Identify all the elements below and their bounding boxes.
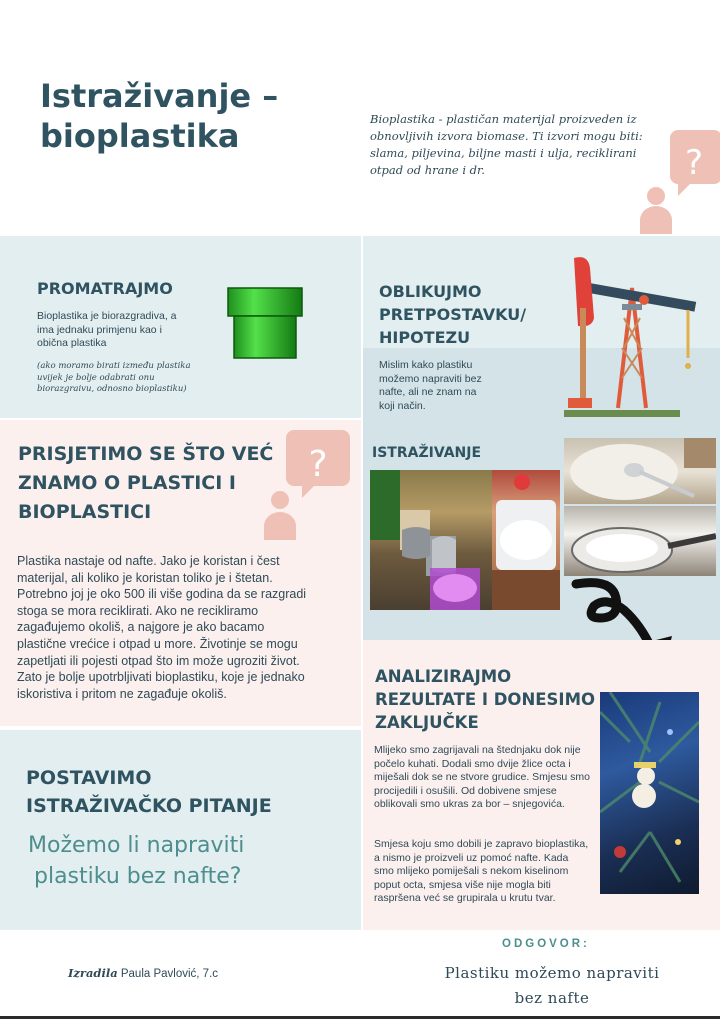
photo-snowman-ornament (600, 692, 699, 894)
svg-text:?: ? (684, 143, 704, 183)
prisjetimo-title-line-1: PRISJETIMO SE ŠTO VEĆ (18, 443, 274, 465)
photo-white-substance (492, 470, 560, 610)
question-line-2: plastiku bez nafte? (34, 864, 242, 889)
analiza-title (375, 665, 595, 734)
answer-label: ODGOVOR: (502, 938, 590, 950)
analiza-title-line-3: ZAKLJUČKE (375, 713, 479, 732)
promatrajmo-note: (ako moramo birati između plastika uvijek je bolje odabrati onu biorazgraivu, odnosno bioplastiku) (37, 361, 191, 394)
answer-text (420, 961, 684, 1011)
analiza-paragraph-2: Smjesa koju smo dobili je zapravo bioplastika, a nismo je proizveli uz pomoć nafte. Kada smo mlijeko pomiješali s nekom kiselinom poput octa, smjesa više nije mogla biti raspršena već se grupirala u krutu tvar. (374, 838, 589, 904)
author-credit (68, 966, 218, 980)
page-title (40, 76, 278, 156)
promatrajmo-text: Bioplastika je biorazgradiva, a ima jednaku primjenu kao i obična plastika (37, 310, 177, 349)
analiza-title-line-2: REZULTATE I DONESIMO (375, 690, 596, 709)
prisjetimo-title-line-2: ZNAMO O PLASTICI I (18, 472, 236, 494)
author-name: Paula Pavlović, 7.c (120, 968, 219, 980)
author-label: Izradila (68, 966, 118, 980)
research-question (28, 830, 244, 892)
photo-milk-jug (370, 470, 492, 610)
istrazivanje-title: ISTRAŽIVANJE (372, 445, 482, 461)
hipoteza-text: Mislim kako plastiku možemo napraviti bez nafte, ali ne znam na koji način. (379, 359, 482, 412)
answer-line-1: Plastiku možemo napraviti (444, 964, 660, 982)
answer-line-2: bez nafte (514, 989, 590, 1007)
hipoteza-title-line-1: OBLIKUJMO (379, 282, 482, 301)
promatrajmo-title: PROMATRAJMO (37, 279, 173, 298)
question-line-1: Možemo li napraviti (28, 833, 245, 858)
analiza-title-line-1: ANALIZIRAJMO (375, 667, 512, 686)
pitanje-title-line-2: ISTRAŽIVAČKO PITANJE (26, 795, 272, 817)
green-pipe-icon (226, 286, 304, 360)
title-line-1: Istraživanje – (40, 77, 279, 115)
analiza-paragraph-1: Mlijeko smo zagrijavali na štednjaku dok nije počelo kuhati. Dodali smo dvije žlice octa i miješali dok se ne stvore grudice. Smjesu smo procijedili i osušili. Od dobivene smjese oblikovali smo ukras za bor – snjegovića. (374, 744, 590, 810)
prisjetimo-title (18, 440, 273, 527)
title-line-2: bioplastika (40, 117, 240, 155)
prisjetimo-title-line-3: BIOPLASTICI (18, 501, 152, 523)
prisjetimo-text: Plastika nastaje od nafte. Jako je koristan i čest materijal, ali koliko je koristan toliko je i štetan. Potrebno joj je oko 500 ili više godina da se razgradi stoga se mora reciklirati. Ako ne recikliramo zagađujemo okoliš, a najgore je ako bacamo plastične vrećice i otpad u more. Životinje se mogu zapetljati ili pojesti otpad što im može ugroziti život. Zato je bolje upotrbljivati bioplastiku, koje je jednako iskoristiva i pritom ne zagađuje okoliš. (17, 554, 307, 701)
photo-strainer (564, 506, 716, 576)
question-person-icon (630, 126, 720, 236)
question-person-icon-2 (260, 428, 352, 542)
photo-spoon-bowl (564, 438, 716, 504)
intro-text: Bioplastika - plastičan materijal proizveden iz obnovljivih izvora biomase. Ti izvori mogu biti: slama, piljevina, biljne masti i ulja, reciklirani otpad od hrane i dr. (370, 112, 643, 177)
pitanje-title-line-1: POSTAVIMO (26, 767, 152, 789)
oil-pump-icon (560, 248, 704, 420)
hipoteza-title-line-2: PRETPOSTAVKU/ (379, 305, 527, 324)
hipoteza-title-line-3: HIPOTEZU (379, 328, 471, 347)
hipoteza-title (379, 280, 526, 349)
svg-text:?: ? (308, 444, 328, 485)
pitanje-title (26, 764, 272, 820)
